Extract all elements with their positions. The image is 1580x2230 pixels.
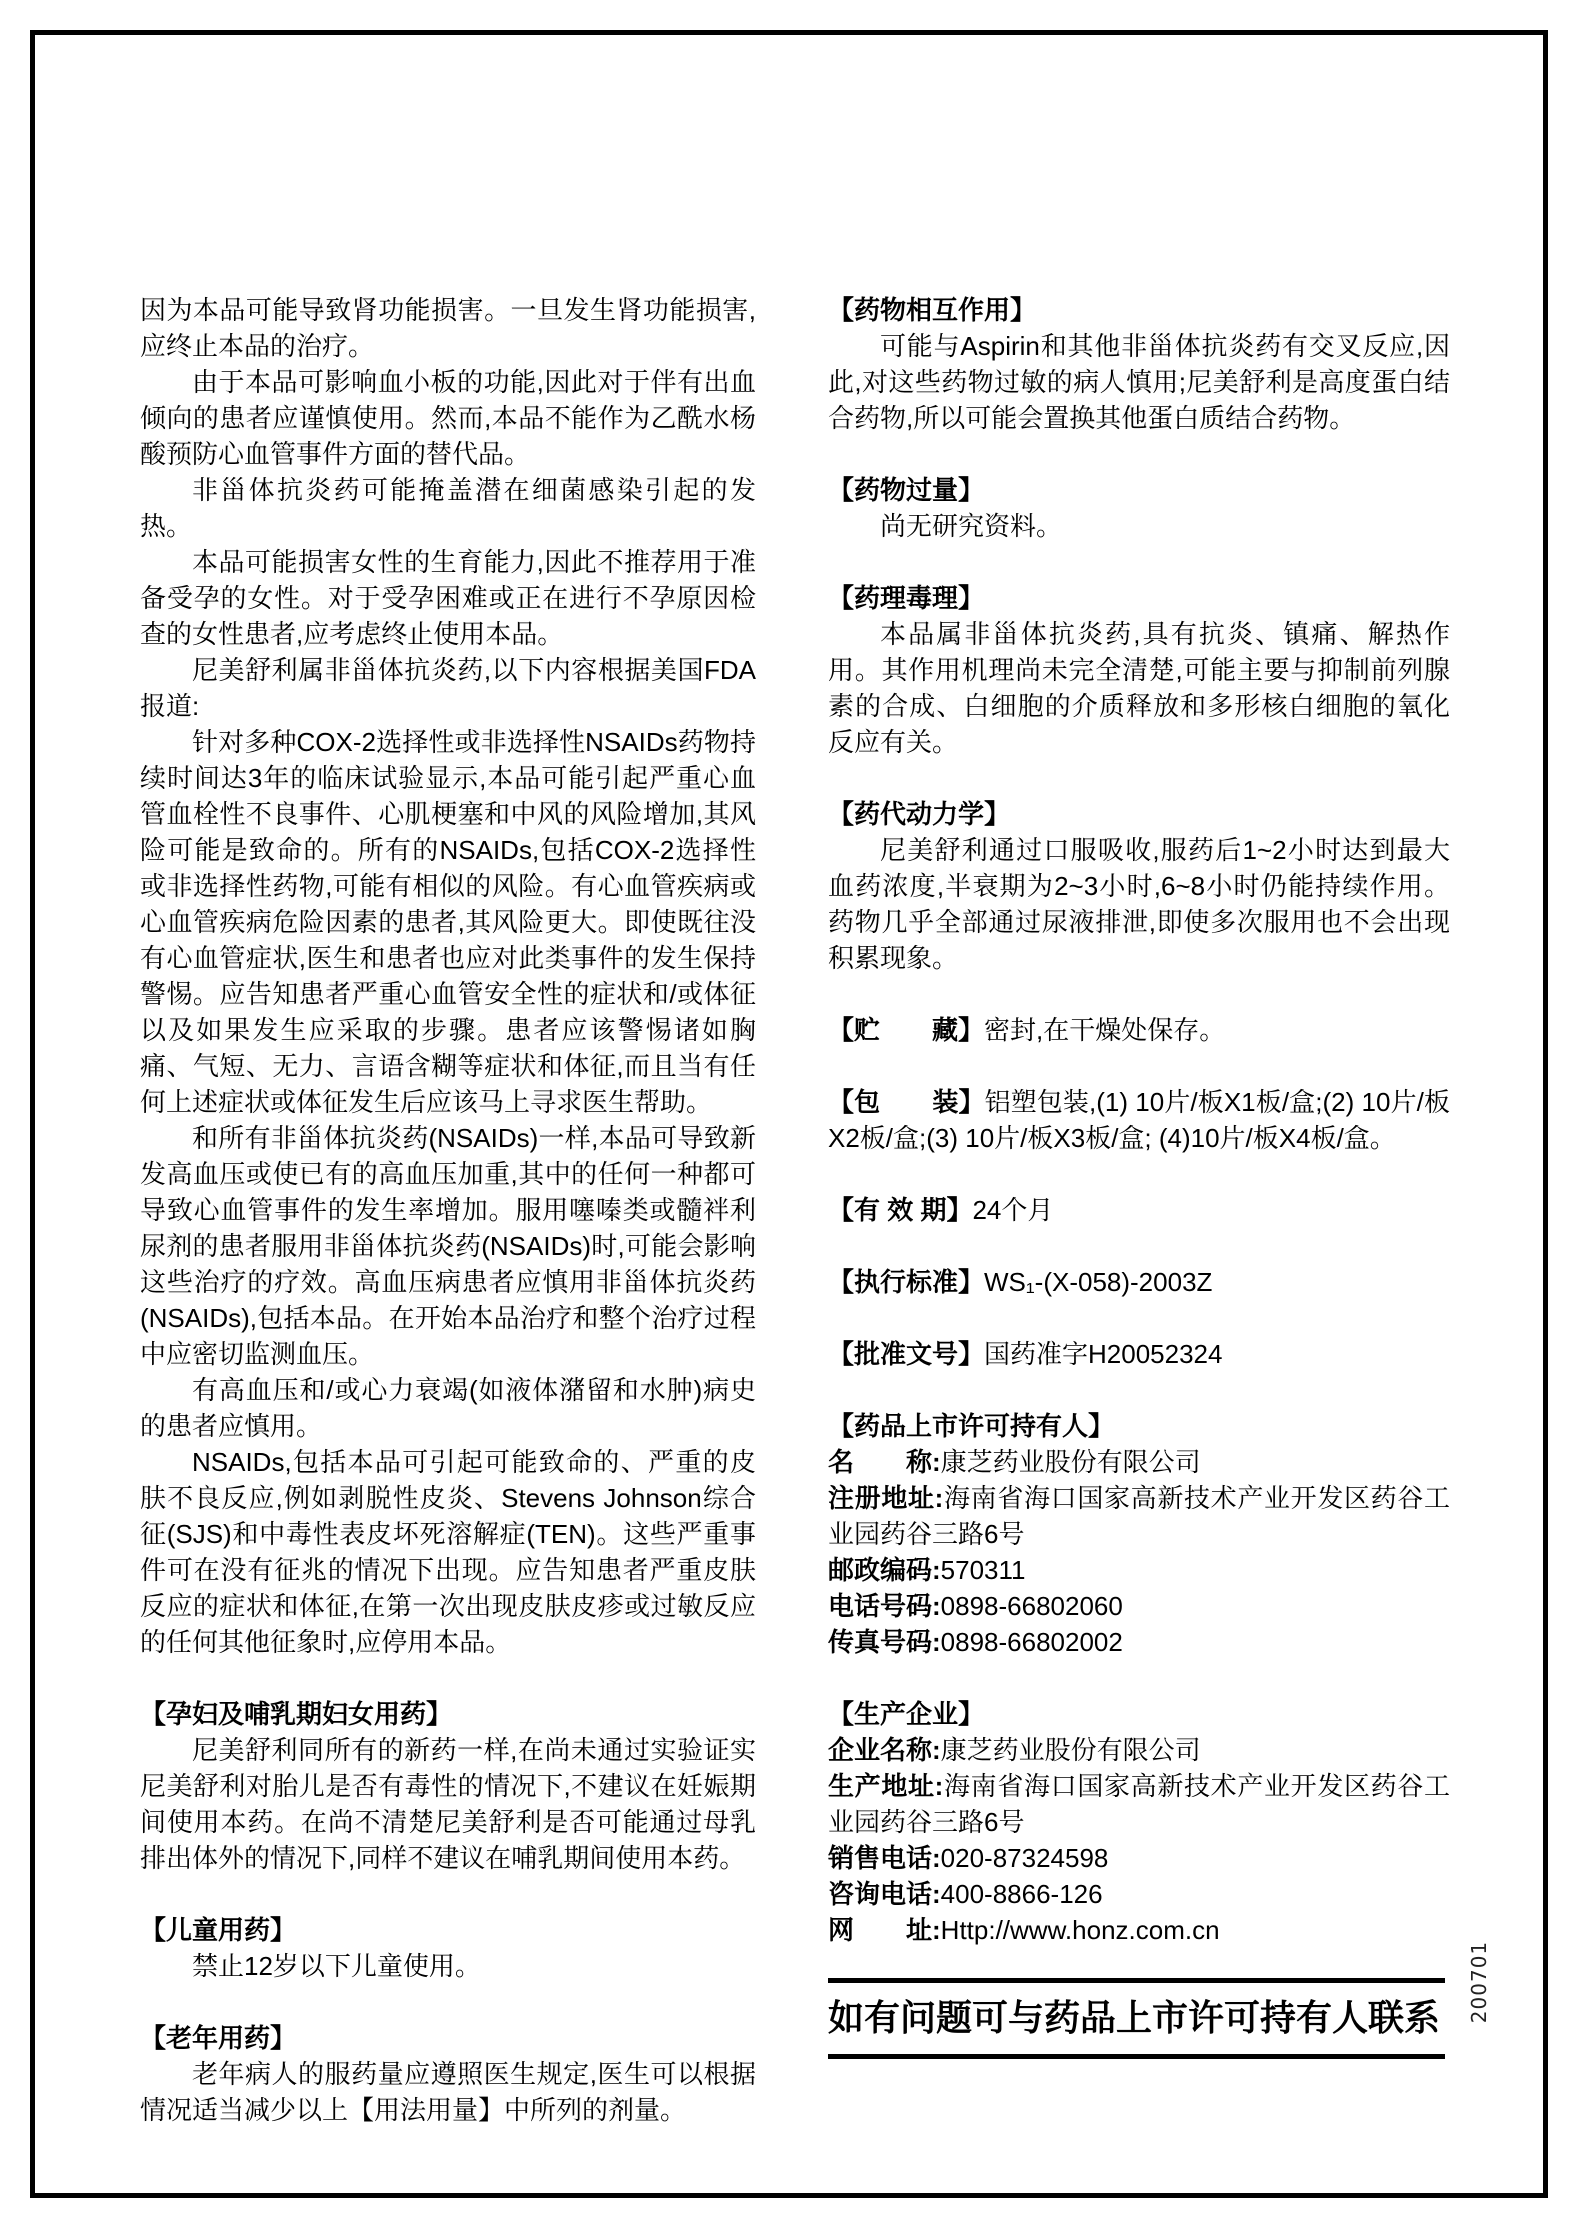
labeled-entry <box>828 1012 1450 1048</box>
entry-value: 国药准字H20052324 <box>984 1339 1223 1369</box>
section-header: 【儿童用药】 <box>140 1915 297 1945</box>
paragraph: 尚无研究资料。 <box>880 511 1063 541</box>
entry-value: 570311 <box>940 1555 1026 1585</box>
paragraph: 禁止12岁以下儿童使用。 <box>192 1951 481 1981</box>
entry-label: 销售电话: <box>828 1843 941 1873</box>
contact-field <box>828 1912 1450 1948</box>
entry-value: 0898-66802060 <box>940 1591 1123 1621</box>
entry-label: 注册地址: <box>828 1483 944 1513</box>
paragraph: 非甾体抗炎药可能掩盖潜在细菌感染引起的发热。 <box>140 475 756 541</box>
labeled-entry <box>828 1192 1450 1228</box>
section-header: 【药物相互作用】 <box>828 295 1037 325</box>
entry-label: 【贮 藏】 <box>828 1015 985 1045</box>
paragraph: 因为本品可能导致肾功能损害。一旦发生肾功能损害,应终止本品的治疗。 <box>140 295 756 361</box>
entry-label: 生产地址: <box>828 1771 944 1801</box>
section-header: 【老年用药】 <box>140 2023 297 2053</box>
section-header: 【药理毒理】 <box>828 583 985 613</box>
entry-label: 企业名称: <box>828 1735 941 1765</box>
paragraph: 和所有非甾体抗炎药(NSAIDs)一样,本品可导致新发高血压或使已有的高血压加重,其中的任何一种都可导致心血管事件的发生率增加。服用噻嗪类或髓袢利尿剂的患者服用非甾体抗炎药(NSAIDs)时,可能会影响这些治疗的疗效。高血压病患者应慎用非甾体抗炎药(NSAIDs),包括本品。在开始本品治疗和整个治疗过程中应密切监测血压。 <box>140 1123 756 1369</box>
entry-value: 康芝药业股份有限公司 <box>940 1447 1201 1477</box>
contact-field <box>828 1732 1450 1768</box>
entry-label: 名 称: <box>828 1447 941 1477</box>
contact-field <box>828 1840 1450 1876</box>
paragraph: 尼美舒利同所有的新药一样,在尚未通过实验证实尼美舒利对胎儿是否有毒性的情况下,不建议在妊娠期间使用本药。在尚不清楚尼美舒利是否可能通过母乳排出体外的情况下,同样不建议在哺乳期间使用本药。 <box>140 1735 756 1873</box>
labeled-entry <box>828 1084 1450 1156</box>
labeled-entry <box>828 1264 1450 1300</box>
section-header: 【生产企业】 <box>828 1699 985 1729</box>
entry-value: 020-87324598 <box>940 1843 1109 1873</box>
paragraph: 尼美舒利通过口服吸收,服药后1~2小时达到最大血药浓度,半衰期为2~3小时,6~8小时仍能持续作用。药物几乎全部通过尿液排泄,即使多次服用也不会出现积累现象。 <box>828 835 1450 973</box>
contact-notice: 如有问题可与药品上市许可持有人联系 <box>828 1978 1445 2059</box>
entry-value: WS₁-(X-058)-2003Z <box>984 1267 1213 1297</box>
entry-label: 传真号码: <box>828 1627 941 1657</box>
entry-label: 【包 装】 <box>828 1087 985 1117</box>
entry-label: 咨询电话: <box>828 1879 941 1909</box>
entry-value: Http://www.honz.com.cn <box>940 1915 1220 1945</box>
entry-label: 【批准文号】 <box>828 1339 985 1369</box>
left-column <box>140 292 756 2128</box>
contact-field <box>828 1444 1450 1480</box>
contact-field <box>828 1876 1450 1912</box>
contact-field <box>828 1624 1450 1660</box>
paragraph: 尼美舒利属非甾体抗炎药,以下内容根据美国FDA报道: <box>140 655 756 721</box>
entry-value: 铝塑包装,(1) 10片/板X1板/盒;(2) 10片/板X2板/盒;(3) 10片/板X3板/盒; (4)10片/板X4板/盒。 <box>828 1087 1450 1153</box>
contact-field <box>828 1480 1450 1552</box>
contact-field <box>828 1588 1450 1624</box>
entry-label: 【有 效 期】 <box>828 1195 973 1225</box>
right-column <box>828 292 1450 2059</box>
section-header: 【药物过量】 <box>828 475 985 505</box>
entry-value: 0898-66802002 <box>940 1627 1123 1657</box>
paragraph: 有高血压和/或心力衰竭(如液体潴留和水肿)病史的患者应慎用。 <box>140 1375 756 1441</box>
entry-label: 【执行标准】 <box>828 1267 985 1297</box>
section-header: 【药品上市许可持有人】 <box>828 1411 1115 1441</box>
entry-value: 海南省海口国家高新技术产业开发区药谷工业园药谷三路6号 <box>828 1483 1450 1549</box>
section-header: 【孕妇及哺乳期妇女用药】 <box>140 1699 453 1729</box>
section-header: 【药代动力学】 <box>828 799 1011 829</box>
right-column-blocks <box>828 292 1450 1948</box>
paragraph: 老年病人的服药量应遵照医生规定,医生可以根据情况适当减少以上【用法用量】中所列的剂量。 <box>140 2059 756 2125</box>
labeled-entry <box>828 1336 1450 1372</box>
entry-value: 24个月 <box>972 1195 1054 1225</box>
batch-number <box>1466 1912 1492 2052</box>
paragraph: 针对多种COX-2选择性或非选择性NSAIDs药物持续时间达3年的临床试验显示,本品可能引起严重心血管血栓性不良事件、心肌梗塞和中风的风险增加,其风险可能是致命的。所有的NSAIDs,包括COX-2选择性或非选择性药物,可能有相似的风险。有心血管疾病或心血管疾病危险因素的患者,其风险更大。即使既往没有心血管症状,医生和患者也应对此类事件的发生保持警惕。应告知患者严重心血管安全性的症状和/或体征以及如果发生应采取的步骤。患者应该警惕诸如胸痛、气短、无力、言语含糊等症状和体征,而且当有任何上述症状或体征发生后应该马上寻求医生帮助。 <box>140 727 756 1117</box>
batch-number-text: 200701 <box>1467 1940 1491 2024</box>
entry-label: 邮政编码: <box>828 1555 941 1585</box>
paragraph: 由于本品可影响血小板的功能,因此对于伴有出血倾向的患者应谨慎使用。然而,本品不能作为乙酰水杨酸预防心血管事件方面的替代品。 <box>140 367 756 469</box>
entry-value: 400-8866-126 <box>940 1879 1103 1909</box>
entry-value: 康芝药业股份有限公司 <box>940 1735 1201 1765</box>
entry-value: 海南省海口国家高新技术产业开发区药谷工业园药谷三路6号 <box>828 1771 1450 1837</box>
contact-field <box>828 1552 1450 1588</box>
contact-field <box>828 1768 1450 1840</box>
entry-value: 密封,在干燥处保存。 <box>984 1015 1226 1045</box>
paragraph: NSAIDs,包括本品可引起可能致命的、严重的皮肤不良反应,例如剥脱性皮炎、Stevens Johnson综合征(SJS)和中毒性表皮坏死溶解症(TEN)。这些严重事件可在没有征兆的情况下出现。应告知患者严重皮肤反应的症状和体征,在第一次出现皮肤皮疹或过敏反应的任何其他征象时,应停用本品。 <box>140 1447 756 1657</box>
entry-label: 电话号码: <box>828 1591 941 1621</box>
entry-label: 网 址: <box>828 1915 941 1945</box>
paragraph: 本品属非甾体抗炎药,具有抗炎、镇痛、解热作用。其作用机理尚未完全清楚,可能主要与抑制前列腺素的合成、白细胞的介质释放和多形核白细胞的氧化反应有关。 <box>828 619 1450 757</box>
paragraph: 可能与Aspirin和其他非甾体抗炎药有交叉反应,因此,对这些药物过敏的病人慎用;尼美舒利是高度蛋白结合药物,所以可能会置换其他蛋白质结合药物。 <box>828 331 1450 433</box>
paragraph: 本品可能损害女性的生育能力,因此不推荐用于准备受孕的女性。对于受孕困难或正在进行不孕原因检查的女性患者,应考虑终止使用本品。 <box>140 547 756 649</box>
